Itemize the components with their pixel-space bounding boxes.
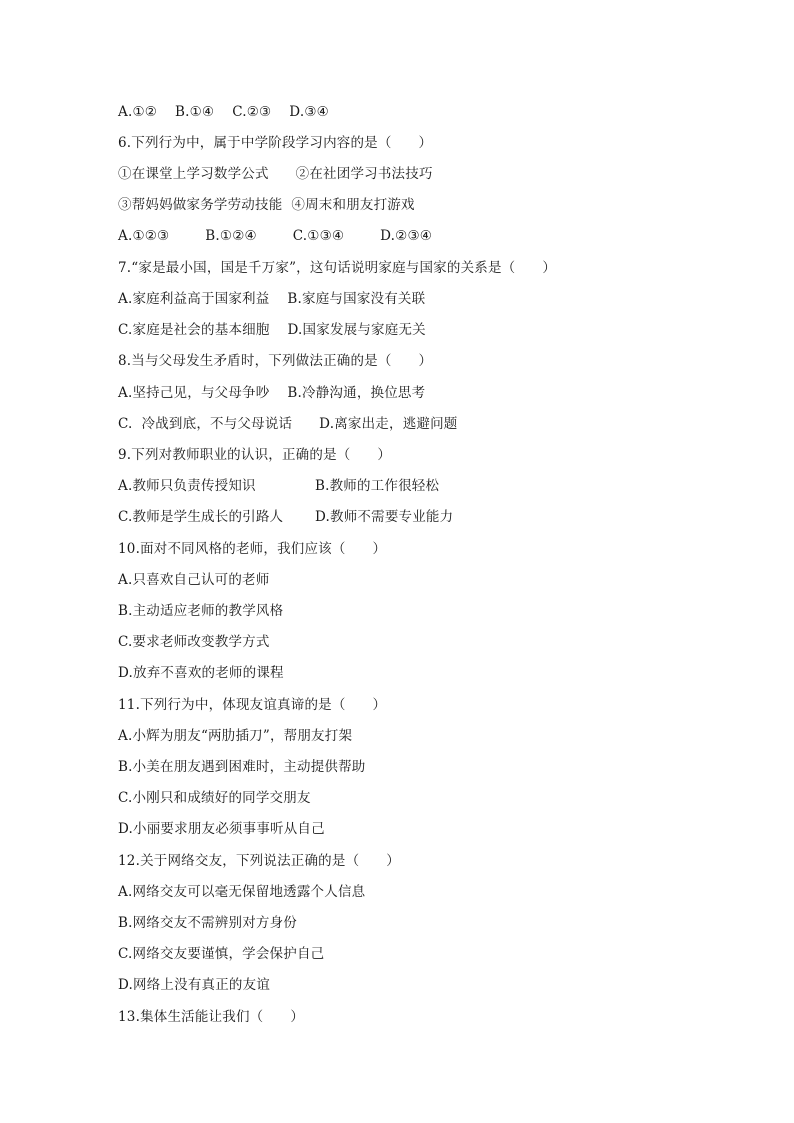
q13-stem: 13.集体生活能让我们（ ）	[118, 1009, 305, 1025]
q12-option-d: D.网络上没有真正的友谊	[118, 977, 271, 993]
q7-options-ab: A.家庭利益高于国家利益 B.家庭与国家没有关联	[118, 291, 426, 307]
q8-options-ab: A.坚持己见，与父母争吵 B.冷静沟通，换位思考	[118, 385, 426, 401]
q10-stem: 10.面对不同风格的老师，我们应该（ ）	[118, 541, 387, 557]
q12-option-b: B.网络交友不需辨别对方身份	[118, 915, 298, 931]
q8-options-cd: C. 冷战到底，不与父母说话 D.离家出走，逃避问题	[118, 416, 458, 432]
q9-option-b: B.教师的工作很轻松	[315, 478, 440, 494]
q7-options-cd: C.家庭是社会的基本细胞 D.国家发展与家庭无关	[118, 322, 426, 338]
q11-option-b: B.小美在朋友遇到困难时，主动提供帮助	[118, 759, 366, 775]
q11-option-c: C.小刚只和成绩好的同学交朋友	[118, 790, 311, 806]
q6-items-1: ①在课堂上学习数学公式 ②在社团学习书法技巧	[118, 166, 433, 182]
q9-option-c: C.教师是学生成长的引路人	[118, 509, 284, 525]
q11-option-d: D.小丽要求朋友必须事事听从自己	[118, 821, 325, 837]
q10-option-d: D.放弃不喜欢的老师的课程	[118, 665, 284, 681]
q10-option-c: C.要求老师改变教学方式	[118, 634, 270, 650]
q5-options: A.①② B.①④ C.②③ D.③④	[118, 104, 329, 120]
q9-option-d: D.教师不需要专业能力	[315, 509, 454, 525]
q9-stem: 9.下列对教师职业的认识，正确的是（ ）	[118, 447, 392, 463]
q6-stem: 6.下列行为中，属于中学阶段学习内容的是（ ）	[118, 135, 433, 151]
q10-option-a: A.只喜欢自己认可的老师	[118, 572, 270, 588]
q12-option-a: A.网络交友可以毫无保留地透露个人信息	[118, 884, 366, 900]
q12-stem: 12.关于网络交友，下列说法正确的是（ ）	[118, 853, 400, 869]
q6-options: A.①②③ B.①②④ C.①③④ D.②③④	[118, 228, 433, 244]
q10-option-b: B.主动适应老师的教学风格	[118, 603, 284, 619]
q11-option-a: A.小辉为朋友“两肋插刀”，帮朋友打架	[118, 728, 353, 744]
q9-option-a: A.教师只负责传授知识	[118, 478, 256, 494]
q6-items-2: ③帮妈妈做家务学劳动技能 ④周末和朋友打游戏	[118, 197, 415, 213]
q12-option-c: C.网络交友要谨慎，学会保护自己	[118, 946, 325, 962]
q11-stem: 11.下列行为中，体现友谊真谛的是（ ）	[118, 697, 387, 713]
q8-stem: 8.当与父母发生矛盾时，下列做法正确的是（ ）	[118, 353, 433, 369]
q7-stem: 7.“家是最小国，国是千万家”，这句话说明家庭与国家的关系是（ ）	[118, 260, 557, 276]
